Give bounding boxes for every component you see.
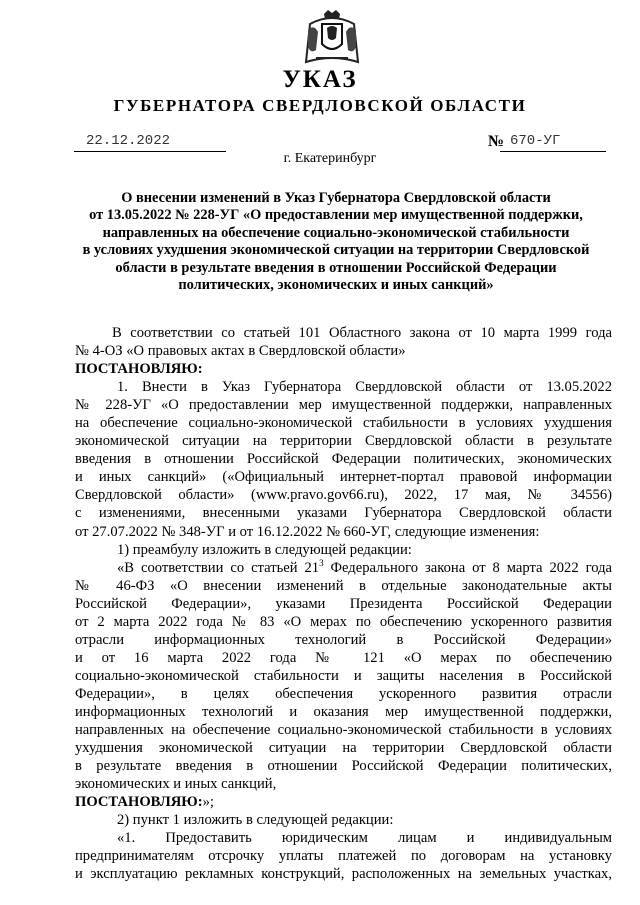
body-line: Свердловской области» (www.pravo.gov66.ru), 2022, 17 мая, № 34556) (75, 487, 612, 504)
decree-title (66, 190, 606, 294)
body-line: экономической ситуации на территории Свердловской области в результате (75, 433, 612, 450)
body-line: социально-экономической стабильности и защиты населения в Российской (75, 667, 612, 684)
decree-title-line: области в результате введения в отношении Российской Федерации (115, 259, 557, 276)
document-type-title: УКАЗ (282, 66, 358, 93)
document-number: 670-УГ (510, 133, 561, 149)
body-line: № 228-УГ «О предоставлении мер имущественной поддержки, направленных (75, 397, 612, 414)
body-line: и эксплуатацию рекламных конструкций, расположенных на земельных участках, (75, 866, 612, 883)
body-line: 2) пункт 1 изложить в следующей редакции: (117, 812, 394, 829)
body-line: и от 16 марта 2022 года № 121 «О мерах по обеспечению (75, 649, 612, 666)
body-line: № 4-ОЗ «О правовых актах в Свердловской области» (75, 343, 406, 360)
decree-title-line: направленных на обеспечение социально-экономической стабильности (102, 224, 570, 241)
body-text: «В соответствии со статьей 21 (117, 559, 320, 576)
body-line: ухудшения экономической ситуации на территории Свердловской области (75, 740, 612, 757)
decree-title-line: в условиях ухудшения экономической ситуации на территории Свердловской (82, 242, 590, 259)
body-line: экономических и иных санкций, (75, 776, 277, 793)
city: г. Екатеринбург (283, 151, 377, 166)
body-line: В соответствии со статьей 101 Областного закона от 10 марта 1999 года (112, 325, 612, 341)
body-line: отрасли информационных технологий в Российской Федерации» (75, 631, 612, 648)
body-line (75, 793, 612, 811)
body-line (75, 559, 612, 577)
body-line: с изменениями, внесенными указами Губернатора Свердловской области (75, 505, 612, 522)
decree-body (75, 324, 612, 883)
superscript: 3 (319, 557, 324, 568)
body-line: «1. Предоставить юридическим лицам и индивидуальным (117, 830, 612, 847)
body-line: направленных на обеспечение социально-экономической стабильности в условиях (75, 722, 612, 739)
body-line: Российской Федерации», указами Президента Российской Федерации (75, 595, 612, 612)
body-line: 1) преамбулу изложить в следующей редакции: (117, 541, 412, 558)
body-line: № 46-ФЗ «О внесении изменений в отдельные законодательные акты (75, 577, 612, 594)
body-line: от 2 марта 2022 года № 83 «О мерах по обеспечению ускоренного развития (75, 613, 612, 630)
body-line: предпринимателям отсрочку уплаты платежей по договорам на установку (75, 848, 612, 865)
body-line: Федерации», в целях обеспечения ускоренного развития отрасли (75, 685, 612, 702)
body-line: и иных санкций» («Официальный интернет-портал правовой информации (75, 469, 612, 486)
decree-title-line: от 13.05.2022 № 228-УГ «О предоставлении мер имущественной поддержки, (89, 207, 583, 224)
body-line: информационных технологий и оказания мер имущественной поддержки, (75, 703, 612, 720)
decree-title-line: О внесении изменений в Указ Губернатора Свердловской области (121, 190, 551, 206)
body-line: на обеспечение социально-экономической стабильности в условиях ухудшения (75, 415, 612, 432)
document-date: 22.12.2022 (86, 133, 171, 149)
body-line: в результате введения в отношении Российской Федерации политических, (75, 758, 612, 775)
resolution-heading: ПОСТАНОВЛЯЮ: (75, 794, 203, 811)
coat-of-arms-icon (304, 10, 360, 68)
body-text: »; (202, 794, 214, 811)
issuer-title: ГУБЕРНАТОРА СВЕРДЛОВСКОЙ ОБЛАСТИ (113, 96, 527, 115)
body-text: Федерального закона от 8 марта 2022 года (323, 559, 612, 576)
decree-title-line: политических, экономических и иных санкций» (178, 277, 494, 294)
resolution-heading: ПОСТАНОВЛЯЮ: (75, 361, 203, 378)
body-line: введения в отношении Российской Федерации политических, экономических (75, 451, 612, 468)
body-line: 1. Внести в Указ Губернатора Свердловской области от 13.05.2022 (117, 379, 612, 396)
body-line: от 27.07.2022 № 348-УГ и от 16.12.2022 № 660-УГ, следующие изменения: (75, 523, 540, 540)
number-sign: № (488, 133, 505, 150)
